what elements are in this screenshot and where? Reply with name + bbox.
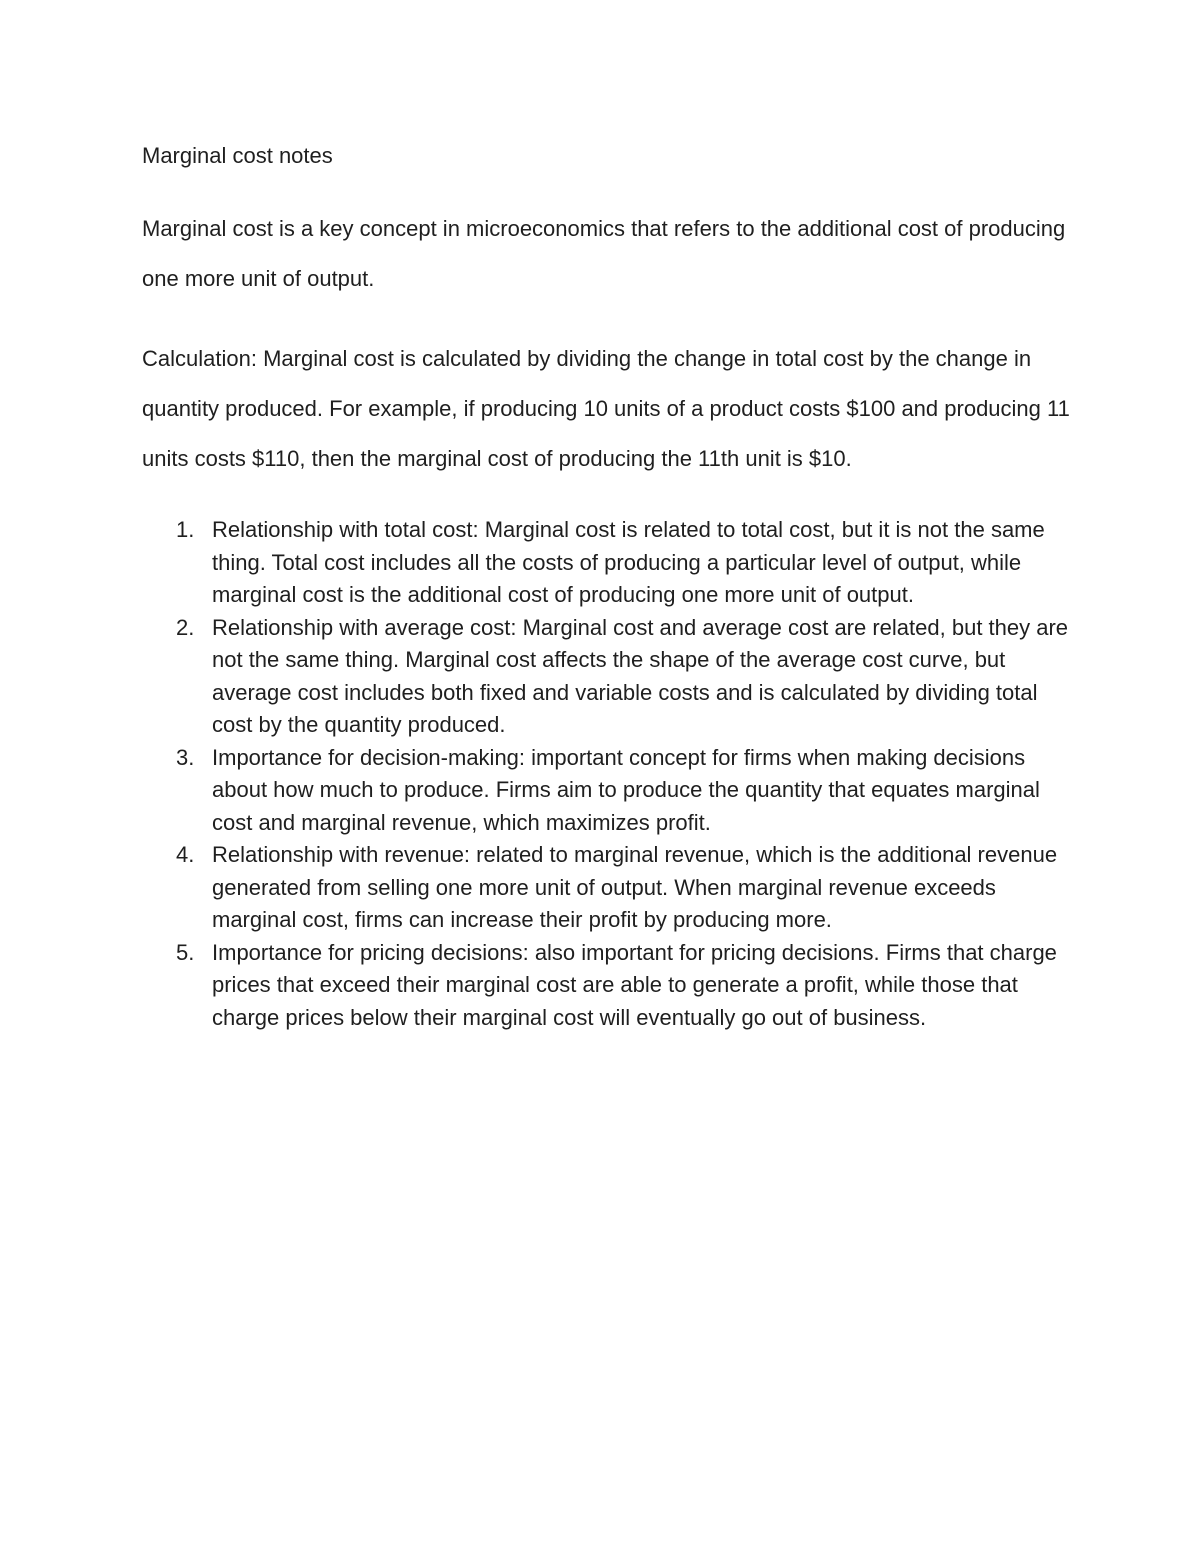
list-item-text: Relationship with revenue: related to marginal revenue, which is the additional revenue generated from selling one more unit of output. When marginal revenue exceeds marginal cost, firms can increase their profit by producing more. xyxy=(212,842,1058,932)
intro-paragraph: Marginal cost is a key concept in microeconomics that refers to the additional cost of producing one more unit of output. xyxy=(142,216,1066,291)
list-number: 1. xyxy=(176,517,195,542)
list-item xyxy=(142,514,1072,612)
numbered-list xyxy=(142,514,1072,1034)
list-item-text: Importance for decision-making: important concept for firms when making decisions about how much to produce. Firms aim to produce the quantity that equates marginal cost and marginal revenue, which maximizes profit. xyxy=(212,744,1040,835)
list-number: 4. xyxy=(176,842,195,867)
list-item xyxy=(142,742,1072,840)
list-item-text: Relationship with average cost: Marginal cost and average cost are related, but they are not the same thing. Marginal cost affects the shape of the average cost curve, but average cost includes both fixed and variable costs and is calculated by dividing total cost by the quantity produced. xyxy=(212,614,1069,737)
list-number: 2. xyxy=(176,614,195,640)
list-item xyxy=(142,839,1072,937)
list-number: 3. xyxy=(176,744,195,770)
calculation-paragraph: Calculation: Marginal cost is calculated by dividing the change in total cost by the change in quantity produced. For example, if producing 10 units of a product costs $100 and producing 11 units costs $110, then the marginal cost of producing the 11th unit is $10. xyxy=(142,346,1070,471)
list-item xyxy=(142,612,1072,742)
document-title: Marginal cost notes xyxy=(142,143,333,168)
list-item xyxy=(142,937,1072,1035)
list-item-text: Importance for pricing decisions: also important for pricing decisions. Firms that charge prices that exceed their marginal cost are able to generate a profit, while those that charge prices below their marginal cost will eventually go out of business. xyxy=(212,939,1057,1030)
list-number: 5. xyxy=(176,939,195,965)
document-body xyxy=(142,140,1072,1034)
list-item-text: Relationship with total cost: Marginal cost is related to total cost, but it is not the same thing. Total cost includes all the costs of producing a particular level of output, while marginal cost is the additional cost of producing one more unit of output. xyxy=(212,517,1045,607)
